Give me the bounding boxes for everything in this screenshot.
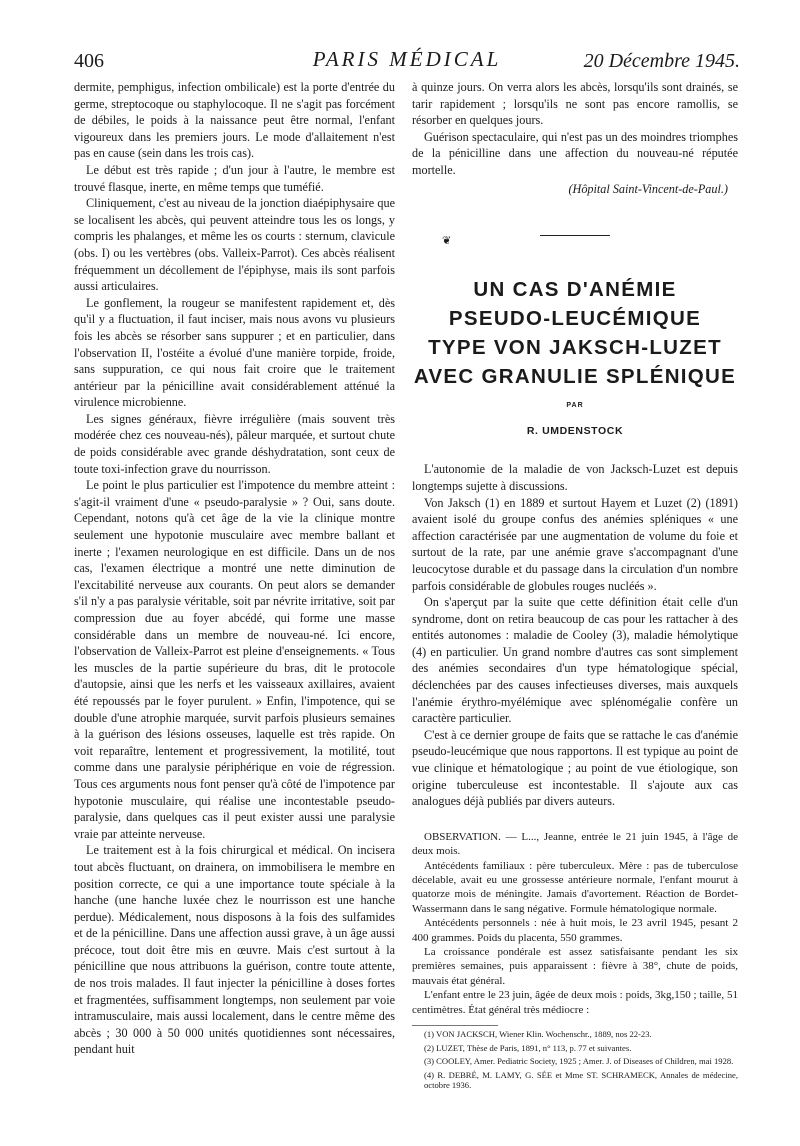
paragraph: Cliniquement, c'est au niveau de la jonction diaépiphysaire que se localisent les abcès, qui peuvent atteindre tous les os longs, y compris les phalanges, et même les os courts : sternum, clavicule (obs. I) ou les vertèbres (obs. Valleix-Parrot). Ces abcès réalisent fréquemment un décollement de l'épiphyse, mais ils sont parfois aussi articulaires.: [74, 196, 395, 294]
observation-paragraph: Antécédents familiaux : père tuberculeux. Mère : pas de tuberculose décelable, avait eu une grossesse antérieure normale, l'enfant mourut à quatorze mois de méningite. Jamais d'avortement. Réaction de Bordet-Wassermann dans le sang négative. Formule hématologique normale.: [412, 859, 738, 915]
paragraph: Le traitement est à la fois chirurgical et médical. On incisera tout abcès fluctuant, on drainera, on immobilisera le membre en position correcte, ce qui a une importance toute spéciale à la hanche (une hanche luxée chez le nourrisson est une hanche perdue). Médicalement, nous disposons à la fois des sulfamides et de la pénicilline. Dans une affection aussi grave, à un âge aussi précoce, tout doit être mis en œuvre. Mais c'est surtout à la pénicilline que nous attribuons la guérison, contre toute attente, de nos trois malades. Il faut injecter la pénicilline à doses fortes et fragmentées, suffisamment longtemps, non seulement par voie intramusculaire, mais aussi localement, dans le centre même des abcès ; 30 000 à 50 000 unités quotidiennes sont nécessaires, pendant huit: [74, 843, 395, 1057]
article-title: [412, 275, 738, 391]
paragraph: Le début est très rapide ; d'un jour à l'autre, le membre est trouvé flasque, inerte, en même temps que tuméfié.: [74, 162, 395, 194]
observation-paragraph: La croissance pondérale est assez satisfaisante pendant les six premières semaines, puis apparaissent : fièvre à 38°, chute de poids, mauvais état général.: [412, 946, 738, 987]
footnote: (2) LUZET, Thèse de Paris, 1891, n° 113, p. 77 et suivantes.: [424, 1042, 632, 1053]
title-line: AVEC GRANULIE SPLÉNIQUE: [413, 365, 737, 389]
paragraph: C'est à ce dernier groupe de faits que se rattache le cas d'anémie pseudo-leucémique que nous rapportons. Il est typique au point de vue clinique et hématologique ; au point de vue étiologique, son origine tuberculeuse est incontestable. Il s'ajoute aux cas analogues déjà publiés par divers auteurs.: [412, 727, 738, 809]
page-number: 406: [74, 50, 104, 72]
paragraph: Les signes généraux, fièvre irrégulière (mais souvent très modérée chez ces nouveau-nés), pâleur marquée, et surtout chute de poids considérable avec grande déshydratation, sont ceux de toute toxi-infection grave du nourrisson.: [74, 411, 395, 476]
printer-mark-icon: ❦: [442, 235, 452, 248]
author: R. UMDENSTOCK: [526, 424, 624, 437]
footnote: (3) COOLEY, Amer. Pediatric Society, 1925 ; Amer. J. of Diseases of Children, mai 1928.: [424, 1056, 734, 1067]
paragraph: On s'aperçut par la suite que cette définition était celle d'un syndrome, dont on retira beaucoup de cas pour les rattacher à des entités autonomes : maladie de Cooley (3), maladie hémolytique (4) en particulier. Un grand nombre d'autres cas sont simplement des anémies secondaires d'un type hématologique spécial, déclenchées par des causes infectieuses diverses, mais auxquels l'anémie érythro-myélémique avec splénomégalie confère un caractère particulier.: [412, 595, 738, 726]
title-line: PSEUDO-LEUCÉMIQUE: [448, 307, 702, 331]
section-separator: [412, 197, 738, 267]
separator-rule: [540, 235, 610, 236]
title-line: TYPE VON JAKSCH-LUZET: [428, 336, 722, 360]
observation-paragraph: OBSERVATION. — L..., Jeanne, entrée le 21 juin 1945, à l'âge de deux mois.: [412, 830, 738, 858]
paragraph: L'autonomie de la maladie de von Jacksch-Luzet est depuis longtemps sujette à discussions.: [412, 462, 738, 493]
right-column: [412, 79, 738, 1091]
footnote: (1) VON JACKSCH, Wiener Klin. Wochenschr., 1889, nos 22-23.: [424, 1029, 652, 1040]
issue-date: 20 Décembre 1945.: [583, 50, 740, 72]
paragraph: Le point le plus particulier est l'impotence du membre atteint : s'agit-il vraiment d'une « pseudo-paralysie » ? Oui, sans doute. Cependant, notons qu'à cet âge de la vie la clinique montre seulement une hypotonie musculaire avec membre ballant et inerte ; l'examen neurologique en est difficile. Dans un de nos cas, l'examen électrique a montré une nette diminution de l'excitabilité nerveuse aux courants. On peut alors se demander s'il n'y a pas paralysie véritable, soit par névrite irritative, soit par compression due au foyer abcédé, qui forme une masse considérable dans un membre de nouveau-né. Ici encore, l'observation de Valleix-Parrot est pleine d'enseignements. « Tous les muscles de la partie supérieure du bras, dit le protocole d'autopsie, ainsi que les nerfs et les vaisseaux axillaires, avaient été repoussés par le foyer purulent. » Enfin, l'impotence, qui se double d'une atrophie marquée, survit parfois plusieurs semaines à la guérison des lésions osseuses, laquelle est très rapide. On voit reparaître, lentement et progressivement, la motilité, tout comme dans une paralysie périphérique en voie de régression. Tous ces arguments nous font penser qu'à côté de l'impotence par hypotonie musculaire, qui réalise une incontestable pseudo-paralysie, dans quelques cas il peut exister aussi une paralysie vraie par atteinte nerveuse.: [74, 478, 395, 841]
observation: [412, 830, 738, 1017]
paragraph: Le gonflement, la rougeur se manifestent rapidement et, dès qu'il y a fluctuation, il faut inciser, mais nous avons vu plusieurs fois les abcès se résorber sans suppurer ; et en particulier, dans l'observation II, l'ostéite a évolué d'une manière torpide, froide, sans suppuration, ce qui nous fait croire que le traitement antérieur par la pénicilline avait considérablement atténué la virulence microbienne.: [74, 295, 395, 410]
source-affiliation: (Hôpital Saint-Vincent-de-Paul.): [568, 181, 728, 196]
left-column: [74, 79, 395, 1058]
paragraph: Guérison spectaculaire, qui n'est pas un des moindres triomphes de la pénicilline dans une affection du nouveau-né réputée mortelle.: [412, 129, 738, 177]
running-title: PARIS MÉDICAL: [312, 47, 502, 71]
byline: PAR: [566, 402, 584, 410]
title-line: UN CAS D'ANÉMIE: [473, 278, 677, 302]
paragraph: Von Jaksch (1) en 1889 et surtout Hayem et Luzet (2) (1891) avaient isolé du groupe confus des anémies spléniques « une affection caractérisée par une augmentation de volume du foie et surtout de la rate, par une anémie grave s'accompagnant d'une leucocytose durable et du passage dans la circulation d'un nombre parfois considérable de globules rouges nucléés ».: [412, 495, 738, 593]
footnote-rule: [412, 1025, 498, 1026]
page-header: [74, 44, 740, 78]
paragraph: dermite, pemphigus, infection ombilicale) est la porte d'entrée du germe, streptocoque ou staphylocoque. Il ne s'agit pas forcément de débiles, le poids à la naissance peut être normal, l'enfant vigoureux dans les premiers jours. Le mode d'allaitement n'est pas en cause (sein dans les trois cas).: [74, 80, 395, 161]
observation-paragraph: L'enfant entre le 23 juin, âgée de deux mois : poids, 3kg,150 ; taille, 51 centimètres. État général très médiocre :: [412, 989, 738, 1016]
paragraph: à quinze jours. On verra alors les abcès, lorsqu'ils sont drainés, se tarir rapidement ; lorsqu'ils ne sont pas encore ramollis, se résorber en quelques jours.: [412, 80, 738, 128]
observation-paragraph: Antécédents personnels : née à huit mois, le 23 avril 1945, pesant 2 400 grammes. Poids du placenta, 550 grammes.: [412, 917, 738, 944]
footnote: (4) R. DEBRÉ, M. LAMY, G. SÉE et Mme ST. SCHRAMECK, Annales de médecine, octobre 1936.: [424, 1069, 738, 1091]
